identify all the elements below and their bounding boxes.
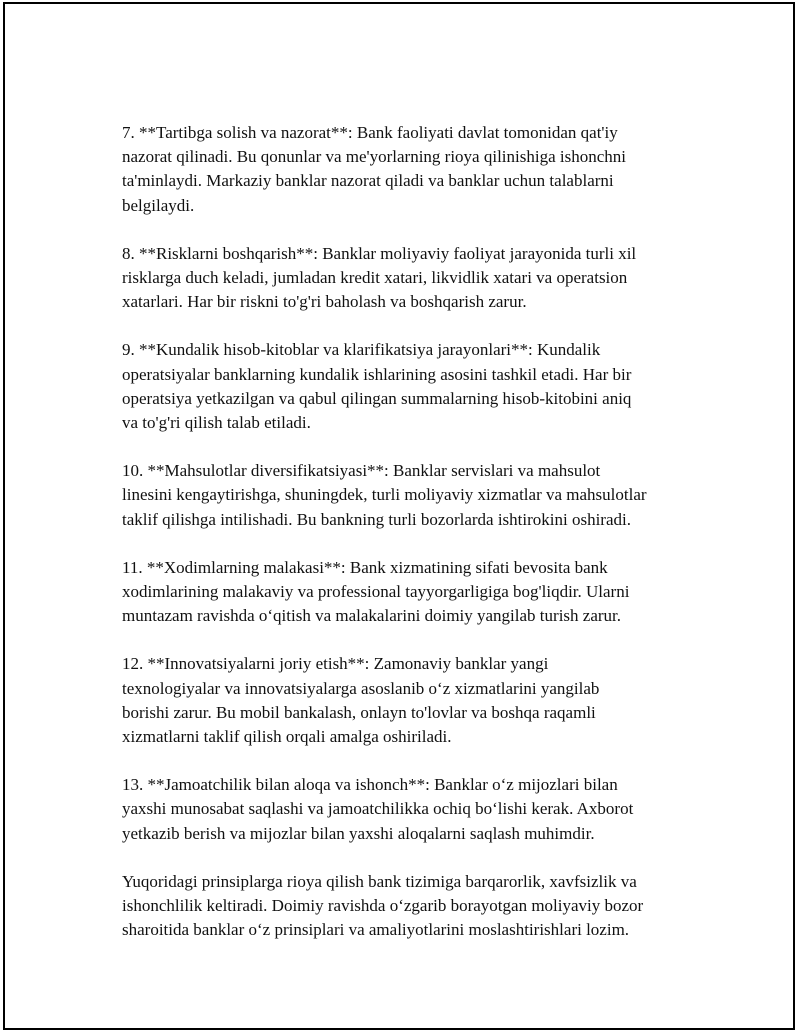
paragraph-principle-12: 12. **Innovatsiyalarni joriy etish**: Zamonaviy banklar yangi texnologiyalar va innovatsiyalarga asoslanib o‘z xizmatlarini yangilab borishi zarur. Bu mobil bankalash, onlayn to'lovlar va boshqa raqamli xizmatlarni taklif qilish orqali amalga oshiriladi. xyxy=(122,654,600,747)
paragraph-principle-9: 9. **Kundalik hisob-kitoblar va klarifikatsiya jarayonlari**: Kundalik operatsiyalar banklarning kundalik ishlarining asosini tashkil etadi. Har bir operatsiya yetkazilgan va qabul qilingan summalarning hisob-kitobini aniq va to'g'ri qilish talab etiladi. xyxy=(122,340,632,433)
paragraph-conclusion: Yuqoridagi prinsiplarga rioya qilish bank tizimiga barqarorlik, xavfsizlik va ishonchlilik keltiradi. Doimiy ravishda o‘zgarib borayotgan moliyaviy bozor sharoitida banklar o‘z prinsiplari va amaliyotlarini moslashtirishlari lozim. xyxy=(122,871,644,940)
paragraph-principle-7: 7. **Tartibga solish va nazorat**: Bank faoliyati davlat tomonidan qat'iy nazorat qilinadi. Bu qonunlar va me'yorlarning rioya qilinishiga ishonchni ta'minlaydi. Markaziy banklar nazorat qiladi va banklar uchun talablarni belgilaydi. xyxy=(122,123,626,215)
paragraph-principle-11: 11. **Xodimlarning malakasi**: Bank xizmatining sifati bevosita bank xodimlarining malakaviy va professional tayyorgarligiga bog'liqdir. Ularni muntazam ravishda o‘qitish va malakalarini doimiy yangilab turish zarur. xyxy=(122,557,630,626)
page-border xyxy=(3,2,795,1030)
paragraph-principle-10: 10. **Mahsulotlar diversifikatsiyasi**: Banklar servislari va mahsulot linesini kengaytirishga, shuningdek, turli moliyaviy xizmatlar va mahsulotlar taklif qilishga intilishadi. Bu bankning turli bozorlarda ishtirokini oshiradi. xyxy=(122,461,647,529)
document-body xyxy=(122,121,694,966)
paragraph-principle-8: 8. **Risklarni boshqarish**: Banklar moliyaviy faoliyat jarayonida turli xil risklarga duch keladi, jumladan kredit xatari, likvidlik xatari va operatsion xatarlari. Har bir riskni to'g'ri baholash va boshqarish zarur. xyxy=(122,243,637,312)
paragraph-principle-13: 13. **Jamoatchilik bilan aloqa va ishonch**: Banklar o‘z mijozlari bilan yaxshi munosabat saqlashi va jamoatchilikka ochiq bo‘lishi kerak. Axborot yetkazib berish va mijozlar bilan yaxshi aloqalarni saqlash muhimdir. xyxy=(122,775,634,843)
